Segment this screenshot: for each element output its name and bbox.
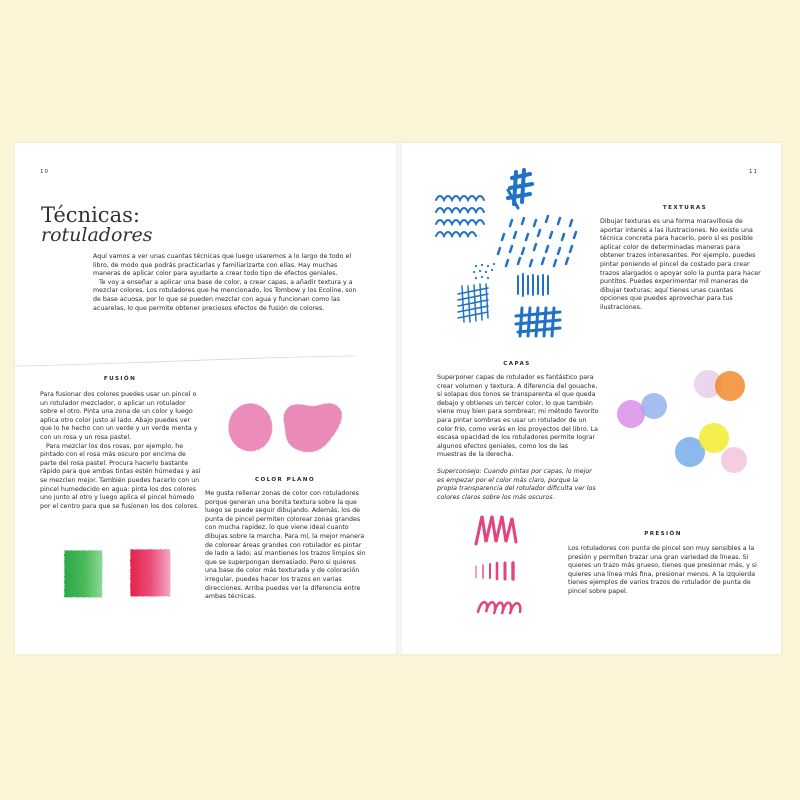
capas-heading: CAPAS [503, 361, 531, 367]
stripe-texture [518, 274, 548, 296]
green-fusion-swatch [64, 550, 102, 597]
texturas-text: Dibujar texturas es una forma maravillosa de aportar interés a las ilustraciones. No existe una técnica concreta para hacerlo, pero sí es posible aplicar color de determinadas maneras para obtener trazos interesantes. Por ejemplo, puedes pintar poniendo el pincel de costado para crear trazos alargados o apoyar solo la punta para hacer puntitos. Puedes experimentar mil maneras de dibujar texturas; aquí tienes unas cuantas opciones que puedes aprovechar para tus ilustraciones. [600, 218, 761, 311]
layered-color-circles [610, 362, 760, 492]
pink-blob-swatches [226, 395, 356, 460]
pink-blob-round [228, 403, 272, 451]
fusion-paragraph-1: Para fusionar dos colores puedes usar un pincel o un rotulador mezclador, o aplicar un rotulador sobre el otro. Pinta una zona de un color y luego aplica otro color justo al lado. Abajo puedes ver que lo he hecho con un verde y un verde menta y con un rosa y un rosa pastel. [40, 391, 198, 441]
drop-texture [498, 216, 576, 266]
presion-heading: PRESIÓN [644, 531, 682, 537]
fusion-paragraph-2: Para mezclar los dos rosas, por ejemplo, he pintado con el rosa más oscuro por encima de parte del rosa pastel. Procura hacerlo bastante rápido para que ambas tintas estén húmedas y así se mezclen mejor. También puedes hacerlo con un pincel humedecido en agua: pinta los dos colores uno junto al otro y luego aplica el pincel húmedo por el centro para que se fusionen los dos colores. [40, 442, 201, 510]
page-number-left: 10 [40, 169, 49, 175]
page-number-right: 11 [749, 169, 758, 175]
zigzag-stroke [476, 516, 516, 544]
fusion-swatches [62, 547, 182, 599]
grid-texture [516, 308, 560, 336]
blue-texture-samples [428, 170, 593, 340]
superconsejo-tip: Superconsejo: Cuando pintas por capas, lo mejor es empezar por el color más claro, porque la propia transparencia del rotulador dificulta ver los colores claros sobre los más oscuros. [437, 468, 596, 501]
dot-texture [473, 263, 495, 279]
loop-stroke [478, 602, 520, 614]
intro-paragraph-1: Aquí vamos a ver unas cuantas técnicas que luego usaremos a lo largo de todo el libro, de modo que podrás practicarlas y familiarizarte con ellas. Hay muchas maneras de aplicar color para ayudarte a crear todo tipo de efectos geniales. [93, 253, 352, 278]
fusion-text [40, 391, 202, 511]
light-blue-circle [641, 393, 667, 419]
intro-text [93, 253, 365, 313]
loop-texture [436, 196, 484, 236]
book-gutter [396, 143, 402, 654]
purple-circle [617, 400, 645, 428]
presion-text: Los rotuladores con punta de pincel son muy sensibles a la presión y permiten trazar una gran variedad de líneas. Si quieres un trazo más grueso, tienes que presionar más, y si quieres una línea más fina, presionar menos. A la izquierda tienes ejemplos de varios trazos de rotulador de punta de pincel sobre papel. [568, 545, 757, 595]
yellow-circle [699, 423, 729, 453]
page-subtitle: rotuladores [41, 224, 153, 246]
texturas-heading: TEXTURAS [662, 205, 708, 211]
fusion-heading: FUSIÓN [103, 376, 137, 382]
hash-texture-top [508, 170, 532, 208]
orange-circle [715, 371, 745, 401]
pink-blob-irregular [283, 403, 341, 452]
pink-fusion-swatch [130, 549, 170, 596]
color-plano-text: Me gusta rellenar zonas de color con rotuladores porque generan una bonita textura sobre la que luego se puede seguir dibujando. Además, los de punta de pincel permiten colorear zonas grandes con mucha rapidez, lo que viene ideal cuanto dibujas sobre la marcha. Para mí, la mejor manera de colorear áreas grandes con rotulador es pintar de lado a lado; así mantienes los trazos limpios sin que se superpongan demasiado. Pero si quieres una base de color más texturada y de coloración irregular, puedes hacer los trazos en varias direcciones. Arriba puedes ver la diferencia entre ambas técnicas. [205, 490, 366, 601]
pink-circle [721, 447, 747, 473]
page-title: Técnicas: [41, 203, 140, 227]
capas-text: Superponer capas de rotulador es fantástico para crear volumen y textura. A diferencia del gouache, si solapas dos tonos se transparenta el que queda debajo y obtienes un tercer color, lo que también viene muy bien para sombrear; mi método favorito para pintar sombras es usar un rotulador de un color frío, como verás en los proyectos del libro. La escasa opacidad de los rotuladores permite lograr algunos efectos geniales, como los de las muestras de la derecha. [437, 374, 599, 459]
crosshatch-texture [458, 284, 488, 322]
decorative-curve [15, 352, 399, 372]
intro-paragraph-2: Te voy a enseñar a aplicar una base de color, a crear capas, a añadir textura y a mezclar colores. Los rotuladores que he mencionado, los Tombow y los Ecoline, son de base acuosa, por lo que se pueden mezclar con agua y funcionan como las acuarelas, lo que permite obtener preciosos efectos de fusión de colores. [93, 278, 357, 312]
dash-strokes [476, 563, 513, 579]
pressure-stroke-samples [472, 508, 547, 628]
color-plano-heading: COLOR PLANO [254, 477, 316, 483]
